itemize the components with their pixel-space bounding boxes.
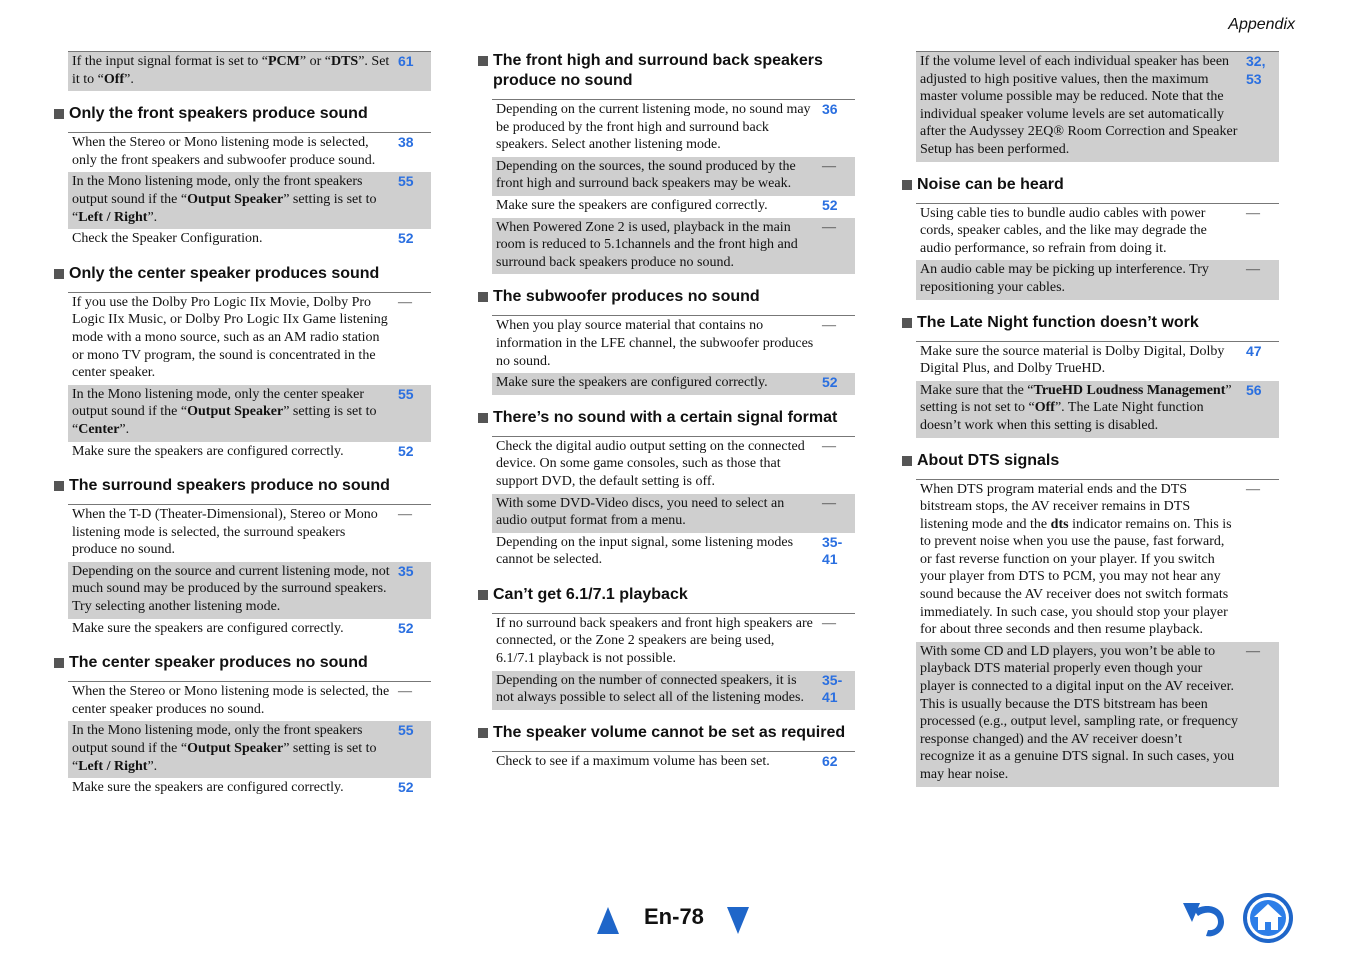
text-span: When you play source material that contains no information in the LFE channel, the subwoofer produces no sound.	[496, 318, 814, 369]
text-span: ”. Set it to “	[72, 54, 390, 87]
table-row	[916, 642, 1279, 787]
row-text	[920, 643, 1242, 784]
page-reference-link[interactable]: 55	[398, 722, 414, 739]
text-span: Depending on the sources, the sound produced by the front high and surround back speakers may be weak.	[496, 158, 796, 192]
row-text	[496, 753, 818, 771]
troubleshooting-table	[916, 479, 1279, 787]
undo-arrow-icon[interactable]	[1180, 896, 1230, 940]
row-text	[496, 197, 818, 215]
text-span: When DTS program material ends and the DTS bitstream stops, the AV receiver remains in DTS listening mode and the	[920, 481, 1191, 532]
troubleshooting-table	[68, 132, 431, 251]
text-span: In the Mono listening mode, only the front speakers output sound if the “	[72, 174, 363, 207]
page-reference-link[interactable]: 35-41	[822, 671, 843, 706]
text-span: Make sure the speakers are configured correctly.	[72, 620, 344, 636]
column-1	[53, 51, 431, 810]
row-text	[72, 779, 394, 797]
text-span: When the T-D (Theater-Dimensional), Stereo or Mono listening mode is selected, the surround speakers produce no sound.	[72, 507, 378, 558]
row-text	[920, 343, 1242, 378]
row-text	[496, 101, 818, 154]
table-row	[492, 100, 855, 157]
text-span: Check to see if a maximum volume has been set.	[496, 753, 770, 769]
table-row	[916, 204, 1279, 261]
text-span: Depending on the number of connected speakers, it is not always possible to select all of the listening modes.	[496, 672, 804, 706]
table-row	[492, 196, 855, 218]
arrow-down-icon[interactable]	[727, 907, 749, 934]
no-reference: —	[822, 495, 836, 511]
troubleshooting-table	[68, 504, 431, 640]
row-text	[72, 53, 394, 88]
troubleshooting-table	[492, 99, 855, 274]
table-row	[68, 505, 431, 562]
table-row	[68, 442, 431, 464]
row-text	[496, 495, 818, 530]
section-label: Appendix	[1228, 16, 1295, 33]
table-row	[492, 157, 855, 196]
page-reference-link[interactable]: 36	[822, 101, 838, 117]
table-row	[68, 778, 431, 800]
page-reference-link[interactable]: 52	[822, 196, 838, 213]
text-span: Make sure the source material is Dolby Digital, Dolby Digital Plus, and Dolby TrueHD.	[920, 343, 1225, 377]
column-3	[901, 51, 1279, 797]
text-span: Check the Speaker Configuration.	[72, 231, 263, 247]
section-heading-the-center-speaker-produces-no-sound: The center speaker produces no sound	[53, 653, 431, 673]
row-text	[920, 205, 1242, 258]
text-span: Depending on the current listening mode, no sound may be produced by the front high and surround back speakers. Select another listening mode.	[496, 102, 811, 153]
section-heading-there-s-no-sound-with-a-certain-signal-format: There’s no sound with a certain signal format	[477, 408, 855, 428]
no-reference: —	[1246, 481, 1260, 497]
row-text	[72, 294, 394, 382]
no-reference: —	[398, 507, 412, 523]
table-row	[916, 342, 1279, 381]
troubleshooting-table	[492, 751, 855, 774]
section-heading-about-dts-signals: About DTS signals	[901, 451, 1279, 471]
text-span: Using cable ties to bundle audio cables with power cords, speaker cables, and the like may degrade the audio performance, so refrain from doing it.	[920, 205, 1207, 256]
row-text	[72, 722, 394, 775]
text-span: When the Stereo or Mono listening mode is selected, the center speaker produces no sound.	[72, 684, 390, 717]
setting-name: PCM	[267, 54, 300, 69]
text-span: Make sure the speakers are configured correctly.	[496, 375, 768, 391]
row-text	[496, 374, 818, 392]
table-row	[492, 437, 855, 494]
no-reference: —	[398, 684, 412, 700]
setting-name: Left / Right	[78, 758, 148, 774]
row-text	[72, 230, 394, 248]
row-text	[72, 506, 394, 559]
page-reference-link[interactable]: 47	[1246, 342, 1262, 359]
text-span: Make sure the speakers are configured correctly.	[72, 780, 344, 796]
text-span: If the input signal format is set to “	[72, 54, 268, 69]
page-reference-link[interactable]: 35	[398, 562, 414, 579]
setting-name: Output Speaker	[187, 741, 284, 757]
table-row	[68, 52, 431, 91]
table-row	[492, 494, 855, 533]
text-span: With some DVD-Video discs, you need to select an audio output format from a menu.	[496, 495, 785, 529]
no-reference: —	[1246, 262, 1260, 278]
text-span: Depending on the source and current listening mode, not much sound may be produced by the surround speakers. Try selecting another listening mode.	[72, 563, 390, 615]
section-heading-the-speaker-volume-cannot-be-set-as-required: The speaker volume cannot be set as required	[477, 723, 855, 743]
table-row	[916, 52, 1279, 162]
setting-name: Output Speaker	[187, 404, 284, 420]
text-span: ” setting is set to “	[72, 404, 377, 437]
text-span: Depending on the input signal, some listening modes cannot be selected.	[496, 534, 794, 568]
row-text	[496, 672, 818, 707]
row-text	[920, 382, 1242, 435]
arrow-up-icon[interactable]	[597, 907, 619, 934]
no-reference: —	[822, 318, 836, 334]
row-text	[72, 563, 394, 616]
table-row	[68, 619, 431, 641]
row-text	[496, 615, 818, 668]
troubleshooting-table	[68, 681, 431, 800]
page-reference-link[interactable]: 52	[398, 230, 414, 247]
row-text	[72, 173, 394, 226]
text-span: ”.	[147, 758, 158, 774]
text-span: When the Stereo or Mono listening mode is selected, only the front speakers and subwoofer produce sound.	[72, 135, 376, 168]
section-heading-the-late-night-function-doesn-t-work: The Late Night function doesn’t work	[901, 313, 1279, 333]
troubleshooting-table	[916, 341, 1279, 438]
table-row	[492, 316, 855, 373]
troubleshooting-table	[492, 436, 855, 572]
setting-name: Off	[1034, 400, 1055, 416]
text-span: indicator remains on. This is to prevent noise when you use the pause, fast forward, or fast reverse function on your player. If you switch your player from DTS to PCM, you may not hear any sound because the AV receiver does not switch formats immediately. In such case, you should stop your player for about three seconds and then resume playback.	[920, 516, 1232, 638]
text-span: If you use the Dolby Pro Logic IIx Movie, Dolby Pro Logic IIx Music, or Dolby Pro Logic IIx Game listening mode with a mono source, such as an AM radio station or mono TV program, the sound is concentrated in the center speaker.	[72, 294, 388, 381]
row-text	[920, 481, 1242, 639]
no-reference: —	[822, 219, 836, 235]
troubleshooting-table	[68, 292, 431, 463]
page-reference-link[interactable]: 35-41	[822, 533, 843, 568]
row-text	[72, 620, 394, 638]
text-span: If the volume level of each individual speaker has been adjusted to high positive values, then the maximum master volume possible may be reduced. Note that the individual speaker volume levels are set automatically after the Audyssey 2EQ® Room Correction and Speaker Setup has been performed.	[920, 54, 1238, 157]
page-reference-link[interactable]: 52	[398, 779, 414, 796]
section-heading-can-t-get-6-1-7-1-playback: Can’t get 6.1/7.1 playback	[477, 585, 855, 605]
text-span: An audio cable may be picking up interference. Try repositioning your cables.	[920, 262, 1209, 295]
table-row	[68, 721, 431, 778]
page-reference-link[interactable]: 56	[1246, 381, 1262, 398]
table-row	[916, 480, 1279, 642]
table-row	[492, 533, 855, 572]
setting-name: Left / Right	[78, 209, 148, 225]
page-number: En-78	[644, 904, 704, 929]
table-row	[68, 385, 431, 442]
row-text	[920, 261, 1242, 296]
no-reference: —	[1246, 643, 1260, 659]
page-reference-link[interactable]: 52	[822, 374, 838, 391]
table-row	[68, 229, 431, 251]
table-row	[492, 218, 855, 275]
troubleshooting-table	[492, 613, 855, 710]
table-row	[492, 373, 855, 395]
text-span: In the Mono listening mode, only the center speaker output sound if the “	[72, 386, 364, 420]
section-heading-only-the-front-speakers-produce-sound: Only the front speakers produce sound	[53, 104, 431, 124]
no-reference: —	[822, 158, 836, 174]
table-row	[492, 752, 855, 774]
text-span: In the Mono listening mode, only the front speakers output sound if the “	[72, 723, 363, 757]
row-text	[72, 683, 394, 718]
troubleshooting-table	[68, 51, 431, 91]
text-span: ” setting is set to “	[72, 741, 377, 774]
row-text	[920, 53, 1242, 159]
home-icon[interactable]	[1242, 892, 1294, 944]
text-span: Check the digital audio output setting on the connected device. On some game consoles, such as those that support DVD, the default setting is off.	[496, 438, 805, 489]
table-row	[492, 614, 855, 671]
page-reference-link[interactable]: 52	[398, 619, 414, 636]
text-span: When Powered Zone 2 is used, playback in the main room is reduced to 5.1channels and the front high and surround back speakers produce no sound.	[496, 219, 798, 270]
table-row	[68, 682, 431, 721]
page-reference-link[interactable]: 32, 53	[1246, 53, 1266, 87]
setting-name: DTS	[330, 54, 359, 69]
setting-name: dts	[1050, 516, 1069, 532]
row-text	[496, 438, 818, 491]
section-heading-the-subwoofer-produces-no-sound: The subwoofer produces no sound	[477, 287, 855, 307]
text-span: Make sure the speakers are configured correctly.	[72, 443, 344, 459]
row-text	[496, 219, 818, 272]
page-reference-link[interactable]: 38	[398, 134, 414, 151]
table-row	[68, 172, 431, 229]
text-span: With some CD and LD players, you won’t be able to playback DTS material properly even though your player is connected to a digital input on the AV receiver. This is usually because the DTS bitstream has been processed (e.g., output level, sampling rate, or frequency response changed) and the AV receiver doesn’t recognize it as a genuine DTS signal. In such cases, you may hear noise.	[920, 643, 1239, 782]
text-span: Make sure the speakers are configured correctly.	[496, 197, 768, 213]
page-reference-link[interactable]: 55	[398, 173, 414, 190]
table-row	[492, 671, 855, 710]
table-row	[68, 562, 431, 619]
text-span: ”.	[147, 209, 158, 225]
text-span: ”.	[119, 421, 130, 437]
page-reference-link[interactable]: 52	[398, 442, 414, 459]
row-text	[496, 158, 818, 193]
row-text	[72, 443, 394, 461]
table-row	[68, 133, 431, 172]
section-heading-the-front-high-and-surround-back-speakers-produce-no-sound: The front high and surround back speakers produce no sound	[477, 51, 855, 91]
no-reference: —	[398, 294, 412, 310]
setting-name: Off	[103, 71, 125, 87]
page-reference-link[interactable]: 55	[398, 385, 414, 402]
text-span: ” setting is not set to “	[920, 382, 1232, 416]
text-span: ” or “	[299, 54, 331, 69]
setting-name: Output Speaker	[187, 191, 284, 207]
row-text	[72, 386, 394, 439]
text-span: ” setting is set to “	[72, 191, 377, 225]
column-2	[477, 51, 855, 783]
no-reference: —	[822, 615, 836, 631]
no-reference: —	[1246, 205, 1260, 221]
troubleshooting-table	[916, 203, 1279, 300]
text-span: ”. The Late Night function doesn’t work when this setting is disabled.	[920, 400, 1204, 433]
text-span: Make sure that the “	[920, 382, 1034, 398]
row-text	[496, 317, 818, 370]
page-reference-link[interactable]: 61	[398, 53, 414, 69]
troubleshooting-table	[492, 315, 855, 394]
no-reference: —	[822, 438, 836, 454]
section-heading-only-the-center-speaker-produces-sound: Only the center speaker produces sound	[53, 264, 431, 284]
section-heading-noise-can-be-heard: Noise can be heard	[901, 175, 1279, 195]
text-span: ”.	[124, 71, 134, 87]
row-text	[496, 534, 818, 569]
table-row	[916, 381, 1279, 438]
section-heading-the-surround-speakers-produce-no-sound: The surround speakers produce no sound	[53, 476, 431, 496]
table-row	[916, 260, 1279, 299]
setting-name: TrueHD Loudness Management	[1033, 382, 1226, 398]
setting-name: Center	[78, 421, 120, 437]
text-span: If no surround back speakers and front high speakers are connected, or the Zone 2 speakers are being used, 6.1/7.1 playback is not possible.	[496, 615, 813, 667]
page-reference-link[interactable]: 62	[822, 752, 838, 769]
troubleshooting-table	[916, 51, 1279, 162]
row-text	[72, 134, 394, 169]
table-row	[68, 293, 431, 385]
